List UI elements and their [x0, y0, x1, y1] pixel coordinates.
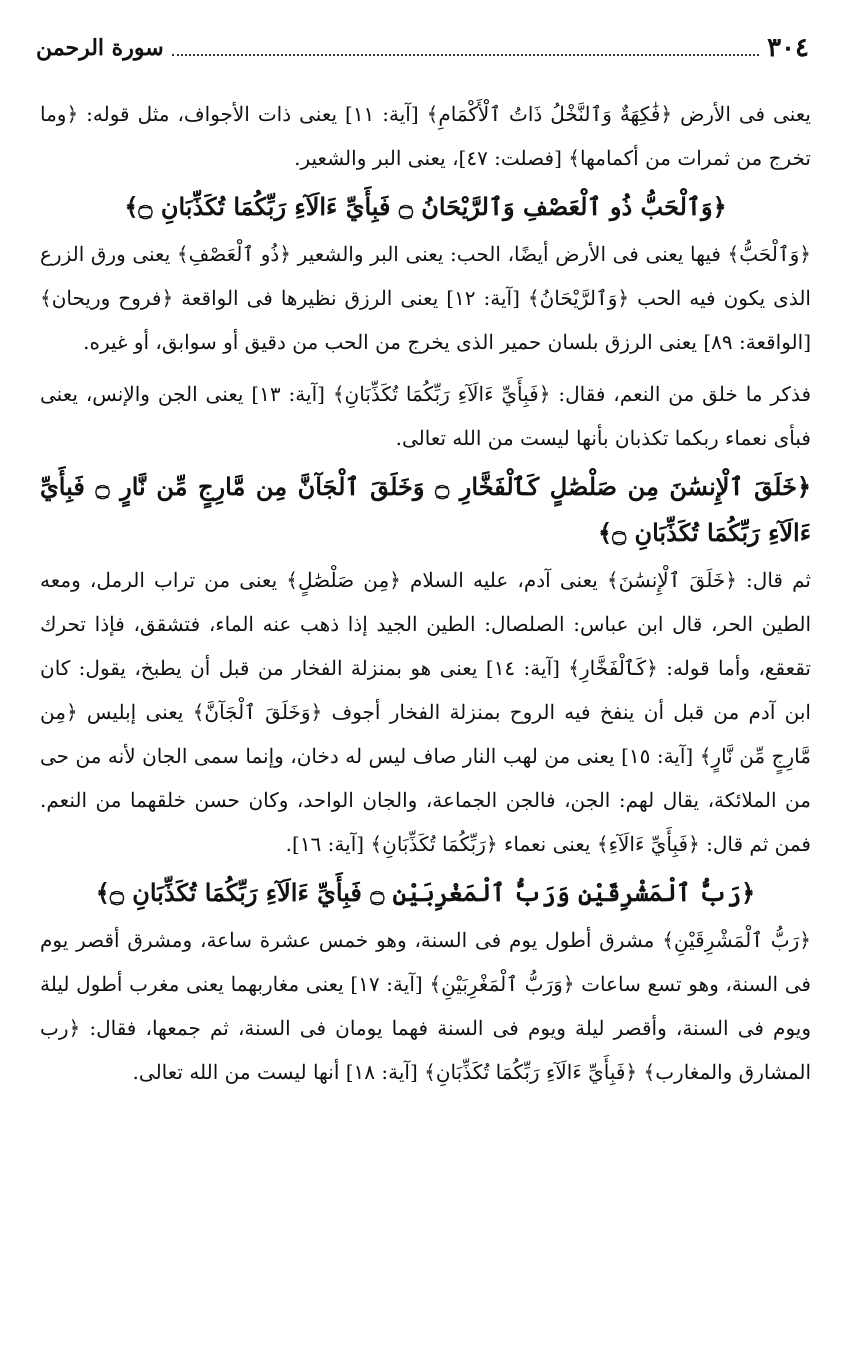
commentary-paragraph-3: فذكر ما خلق من النعم، فقال: ﴿فَبِأَيِّ ءَالَآءِ رَبِّكُمَا تُكَذِّبَانِ﴾ [آية: ١٣] يعنى الجن والإنس، يعنى فبأى نعماء ربكما تكذبان بأنها ليست من الله تعالى. — [40, 382, 812, 450]
page-body — [40, 92, 811, 1094]
page-header — [36, 28, 809, 69]
commentary-paragraph-4: ثم قال: ﴿خَلَقَ ٱلْإِنسَٰنَ﴾ يعنى آدم، عليه السلام ﴿مِن صَلْصَٰلٍ﴾ يعنى من تراب الرمل، ومعه الطين الحر، قال ابن عباس: الصلصال: الطين الجيد إذا ذهب عنه الماء، فتشقق، فإذا تحرك تقعقع، وأما قوله: ﴿كَٱلْفَخَّارِ﴾ [آية: ١٤] يعنى هو بمنزلة الفخار من قبل أن يطبخ، يقول: كان ابن آدم من قبل أن ينفخ فيه الروح بمنزلة الفخار أجوف ﴿وَخَلَقَ ٱلْجَآنَّ﴾ يعنى إبليس ﴿مِن مَّارِجٍ مِّن نَّارٍ﴾ [آية: ١٥] يعنى من لهب النار صاف ليس له دخان، وإنما سمى الجان لأنه من حى من الملائكة، يقال لهم: الجن، فالجن الجماعة، والجان الواحد، وكان حسن خلقهما من النعم. فمن ثم قال: ﴿فَبِأَيِّ ءَالَآءِ﴾ يعنى نعماء ﴿رَبِّكُمَا تُكَذِّبَانِ﴾ [آية: ١٦]. — [40, 568, 811, 856]
commentary-paragraph-1: يعنى فى الأرض ﴿فَٰكِهَةٌ وَٱلنَّخْلُ ذَاتُ ٱلْأَكْمَامِ﴾ [آية: ١١] يعنى ذات الأجواف، مثل قوله: ﴿وما تخرج من ثمرات من أكمامها﴾ [فصلت: ٤٧]، يعنى البر والشعير. — [40, 102, 811, 170]
surah-title: سورة الرحمن — [36, 35, 164, 61]
quran-verse-14-16: ﴿خَلَقَ ٱلْإِنسَٰنَ مِن صَلْصَٰلٍ كَٱلْفَخَّارِ ۝ وَخَلَقَ ٱلْجَآنَّ مِن مَّارِجٍ مِّن نَّارٍ ۝ فَبِأَيِّ ءَالَآءِ رَبِّكُمَا تُكَذِّبَانِ ۝﴾ — [40, 472, 812, 547]
quran-verse-12-13: ﴿وَٱلْحَبُّ ذُو ٱلْعَصْفِ وَٱلرَّيْحَانُ ۝ فَبِأَيِّ ءَالَآءِ رَبِّكُمَا تُكَذِّبَانِ ۝﴾ — [124, 192, 727, 221]
commentary-paragraph-5: ﴿رَبُّ ٱلْمَشْرِقَيْنِ﴾ مشرق أطول يوم فى السنة، وهو خمس عشرة ساعة، ومشرق أقصر يوم فى السنة، وهو تسع ساعات ﴿وَرَبُّ ٱلْمَغْرِبَيْنِ﴾ [آية: ١٧] يعنى مغاربهما يعنى مغرب أطول ليلة ويوم فى السنة، وأقصر ليلة ويوم فى السنة فهما يومان فى السنة، ثم جمعها، فقال: ﴿رب المشارق والمغارب﴾ ﴿فَبِأَيِّ ءَالَآءِ رَبِّكُمَا تُكَذِّبَانِ﴾ [آية: ١٨] أنها ليست من الله تعالى. — [40, 928, 811, 1084]
quran-verse-17-18: ﴿رَبُّ ٱلْمَشْرِقَيْنِ وَرَبُّ ٱلْمَغْرِبَيْنِ ۝ فَبِأَيِّ ءَالَآءِ رَبِّكُمَا تُكَذِّبَانِ ۝﴾ — [95, 878, 756, 907]
commentary-paragraph-2: ﴿وَٱلْحَبُّ﴾ فيها يعنى فى الأرض أيضًا، الحب: يعنى البر والشعير ﴿ذُو ٱلْعَصْفِ﴾ يعنى ورق الزرع الذى يكون فيه الحب ﴿وَٱلرَّيْحَانُ﴾ [آية: ١٢] يعنى الرزق نظيرها فى الواقعة ﴿فروح وريحان﴾ [الواقعة: ٨٩] يعنى الرزق بلسان حمير الذى يخرج من الحب من دقيق أو سوابق، أو غيره. — [40, 242, 811, 354]
page-number: ٣٠٤ — [767, 33, 809, 63]
header-dotted-leader — [172, 53, 759, 56]
